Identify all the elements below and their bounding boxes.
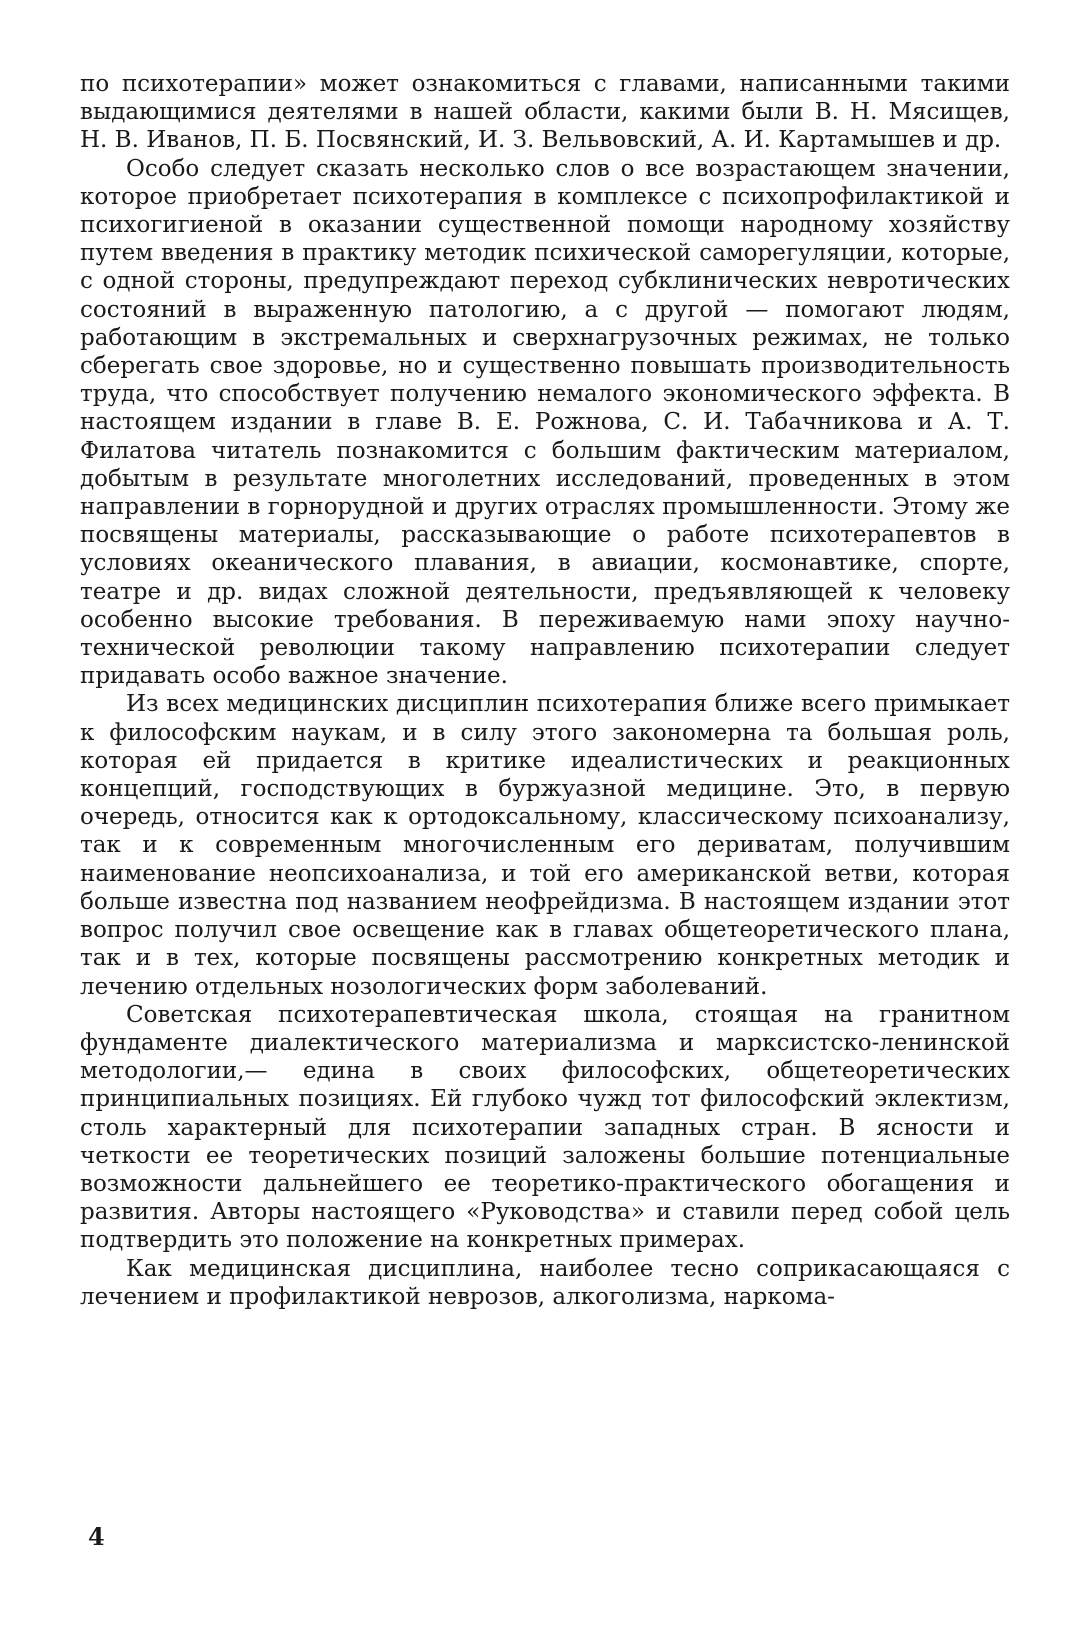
paragraph-medical-discipline: Как медицинская дисциплина, наиболее тесно соприкасающаяся с лечением и профилактикой неврозов, алкоголизма, наркома-	[80, 1255, 1010, 1310]
page-number: 4	[88, 1522, 105, 1551]
paragraph-philosophy: Из всех медицинских дисциплин психотерапия ближе всего примыкает к философским наукам, и в силу этого закономерна та большая роль, которая ей придается в критике идеалистических и реакционных концепций, господствующих в буржуазной медицине. Это, в первую очередь, относится как к ортодоксальному, классическому психоанализу, так и к современным многочисленным его дериватам, получившим наименование неопсихоанализа, и той его американской ветви, которая больше известна под названием неофрейдизма. В настоящем издании этот вопрос получил свое освещение как в главах общетеоретического плана, так и в тех, которые посвящены рассмотрению конкретных методик и лечению отдельных нозологических форм заболеваний.	[80, 691, 1010, 1000]
page-body	[80, 70, 1010, 1311]
paragraph-soviet-school: Советская психотерапевтическая школа, стоящая на гранитном фундаменте диалектического материализма и марксистско-ленинской методологии,— едина в своих философских, общетеоретических принципиальных позициях. Ей глубоко чужд тот философский эклектизм, столь характерный для психотерапии западных стран. В ясности и четкости ее теоретических позиций заложены большие потенциальные возможности дальнейшего ее теоретико-практического обогащения и развития. Авторы настоящего «Руководства» и ставили перед собой цель подтвердить это положение на конкретных примерах.	[80, 1001, 1010, 1254]
paragraph-psychotherapy-economy: Особо следует сказать несколько слов о все возрастающем значении, которое приобретает психотерапия в комплексе с психопрофилактикой и психогигиеной в оказании существенной помощи народному хозяйству путем введения в практику методик психической саморегуляции, которые, с одной стороны, предупреждают переход субклинических невротических состояний в выраженную патологию, а с другой — помогают людям, работающим в экстремальных и сверхнагрузочных режимах, не только сберегать свое здоровье, но и существенно повышать производительность труда, что способствует получению немалого экономического эффекта. В настоящем издании в главе В. Е. Рожнова, С. И. Табачникова и А. Т. Филатова читатель познакомится с большим фактическим материалом, добытым в результате многолетних исследований, проведенных в этом направлении в горнорудной и других отраслях промышленности. Этому же посвящены материалы, рассказывающие о работе психотерапевтов в условиях океанического плавания, в авиации, космонавтике, спорте, театре и др. видах сложной деятельности, предъявляющей к человеку особенно высокие требования. В переживаемую нами эпоху научно-технической революции такому направлению психотерапии следует придавать особо важное значение.	[80, 155, 1010, 690]
paragraph-continuation: по психотерапии» может ознакомиться с главами, написанными такими выдающимися деятелями в нашей области, какими были В. Н. Мясищев, Н. В. Иванов, П. Б. Посвянский, И. З. Вельвовский, А. И. Картамышев и др.	[80, 71, 1010, 154]
